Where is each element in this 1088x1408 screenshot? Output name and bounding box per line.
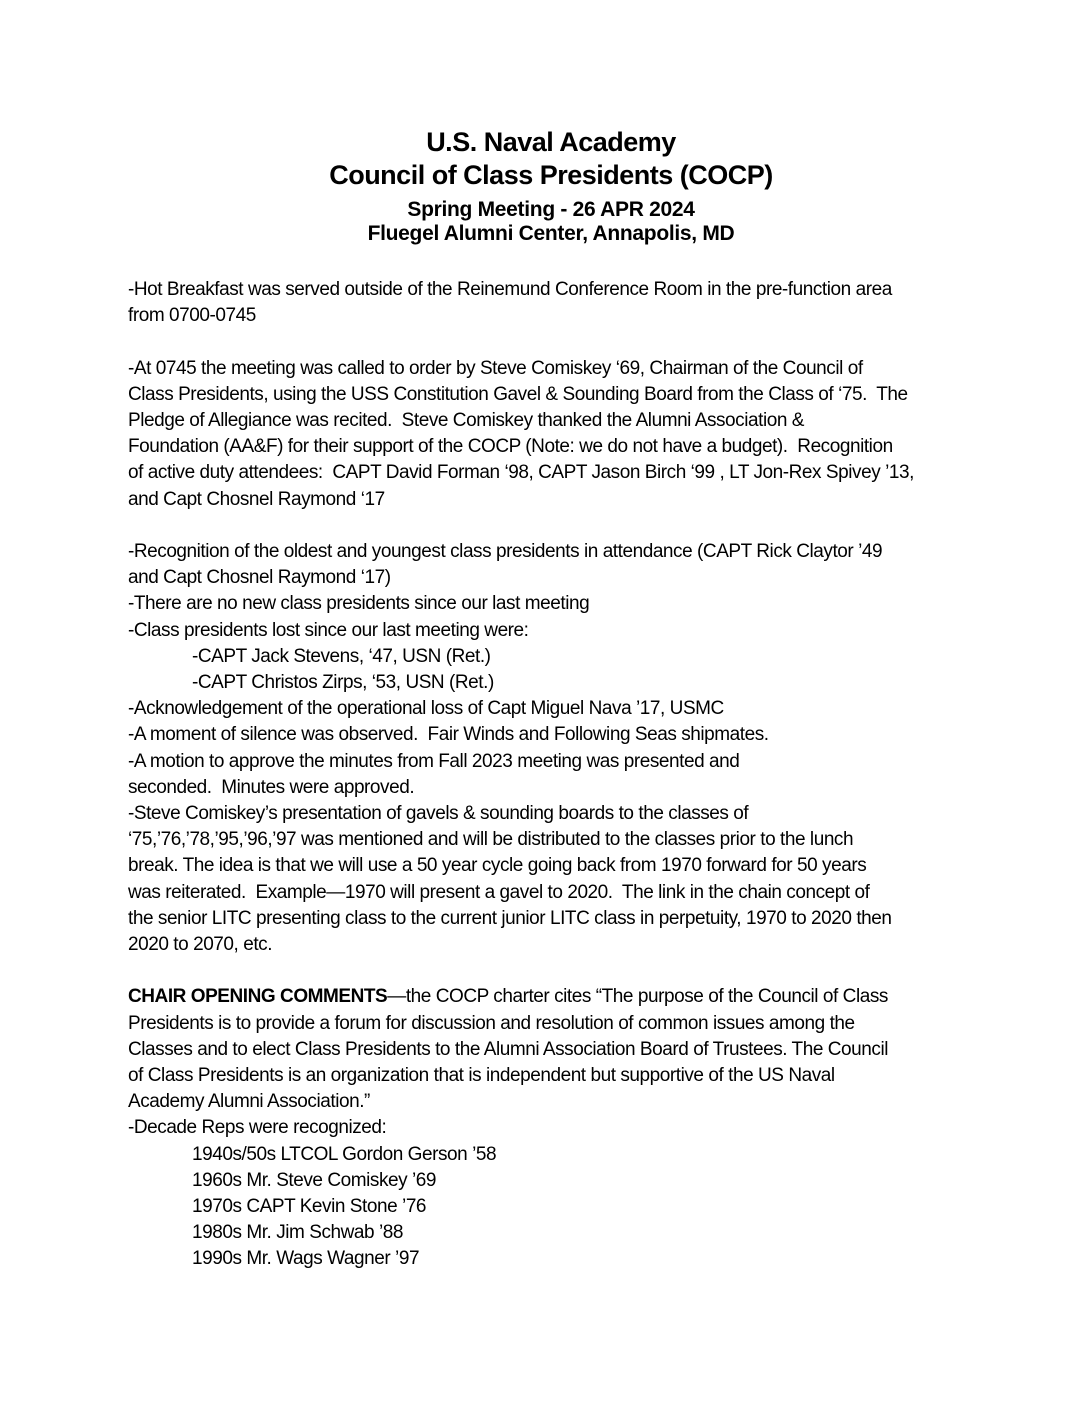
- text-line: [128, 1168, 988, 1194]
- text-line: [128, 827, 988, 853]
- line-text: the senior LITC presenting class to the current junior LITC class in perpetuity, 1970 to 2020 then: [128, 907, 892, 929]
- line-text: 1970s CAPT Kevin Stone ’76: [192, 1196, 427, 1218]
- line-text: -Decade Reps were recognized:: [128, 1117, 387, 1139]
- text-line: [128, 382, 988, 408]
- text-line: [128, 434, 988, 460]
- line-text: 2020 to 2070, etc.: [128, 934, 273, 956]
- text-line: [128, 487, 988, 513]
- text-line: [128, 539, 988, 565]
- line-text: of Class Presidents is an organization that is independent but supportive of the US Naval: [128, 1065, 835, 1087]
- line-text: -CAPT Jack Stevens, ‘47, USN (Ret.): [192, 645, 491, 667]
- text-line: [128, 618, 988, 644]
- line-text: from 0700-0745: [128, 305, 256, 327]
- line-text: Class Presidents, using the USS Constitution Gavel & Sounding Board from the Class of ‘75. The: [128, 383, 908, 405]
- line-text: -A motion to approve the minutes from Fall 2023 meeting was presented and: [128, 750, 740, 772]
- line-text: -Steve Comiskey’s presentation of gavels & sounding boards to the classes of: [128, 803, 749, 825]
- text-line: [128, 408, 988, 434]
- line-text: Foundation (AA&F) for their support of the COCP (Note: we do not have a budget). Recognition: [128, 436, 893, 458]
- doc-subtitle-meeting-date: Spring Meeting - 26 APR 2024: [407, 198, 695, 221]
- text-line: [128, 1246, 988, 1272]
- text-line: [128, 1011, 988, 1037]
- line-text: 1960s Mr. Steve Comiskey ’69: [192, 1169, 437, 1191]
- text-line: [128, 696, 988, 722]
- line-text: -Hot Breakfast was served outside of the Reinemund Conference Room in the pre-function area: [128, 279, 892, 300]
- text-line: [128, 906, 988, 932]
- text-line: [128, 1037, 988, 1063]
- text-line: [128, 329, 988, 355]
- line-text: 1940s/50s LTCOL Gordon Gerson ’58: [192, 1143, 497, 1165]
- text-line: [128, 670, 988, 696]
- line-text: 1980s Mr. Jim Schwab ’88: [192, 1222, 403, 1244]
- text-line: [128, 801, 988, 827]
- text-line: [128, 958, 988, 984]
- line-text: Classes and to elect Class Presidents to the Alumni Association Board of Trustees. The Council: [128, 1038, 888, 1060]
- document-header: [114, 126, 988, 246]
- doc-subtitle-location: Fluegel Alumni Center, Annapolis, MD: [367, 222, 735, 245]
- document-body: [128, 277, 988, 1273]
- line-text: and Capt Chosnel Raymond ‘17: [128, 488, 385, 510]
- text-line: [128, 644, 988, 670]
- text-line: [128, 853, 988, 879]
- doc-title-line-1: U.S. Naval Academy: [426, 127, 676, 157]
- line-text: seconded. Minutes were approved.: [128, 776, 415, 798]
- text-line: [128, 565, 988, 591]
- line-text: -There are no new class presidents since our last meeting: [128, 593, 590, 615]
- text-line: [128, 513, 988, 539]
- text-line: [128, 460, 988, 486]
- line-text: was reiterated. Example—1970 will present a gavel to 2020. The link in the chain concept of: [128, 881, 870, 903]
- text-line: [128, 984, 988, 1010]
- text-line: [128, 722, 988, 748]
- text-line: [128, 775, 988, 801]
- line-bold-text: CHAIR OPENING COMMENTS: [128, 986, 388, 1008]
- line-text: and Capt Chosnel Raymond ‘17): [128, 567, 391, 589]
- text-line: [128, 277, 988, 303]
- line-text: Presidents is to provide a forum for discussion and resolution of common issues among the: [128, 1012, 855, 1034]
- text-line: [128, 591, 988, 617]
- line-text: -Class presidents lost since our last meeting were:: [128, 619, 529, 641]
- line-text: break. The idea is that we will use a 50 year cycle going back from 1970 forward for 50 years: [128, 855, 867, 877]
- text-line: [128, 932, 988, 958]
- doc-title-line-2: Council of Class Presidents (COCP): [329, 160, 773, 190]
- text-line: [128, 356, 988, 382]
- line-text: of active duty attendees: CAPT David Forman ‘98, CAPT Jason Birch ‘99 , LT Jon-Rex Spivey ’13,: [128, 462, 914, 484]
- line-text: -CAPT Christos Zirps, ‘53, USN (Ret.): [192, 672, 494, 694]
- text-line: [128, 303, 988, 329]
- text-line: [128, 880, 988, 906]
- line-text: 1990s Mr. Wags Wagner ’97: [192, 1248, 420, 1270]
- text-line: [128, 1089, 988, 1115]
- text-line: [128, 749, 988, 775]
- text-line: [128, 1115, 988, 1141]
- line-text: -Recognition of the oldest and youngest class presidents in attendance (CAPT Rick Claytor ’49: [128, 541, 883, 562]
- line-text: -Acknowledgement of the operational loss of Capt Miguel Nava ’17, USMC: [128, 698, 724, 720]
- text-line: [128, 1142, 988, 1168]
- line-text: —the COCP charter cites “The purpose of the Council of Class: [387, 986, 888, 1008]
- line-text: -At 0745 the meeting was called to order by Steve Comiskey ‘69, Chairman of the Council of: [128, 357, 863, 379]
- text-line: [128, 1220, 988, 1246]
- line-text: Academy Alumni Association.”: [128, 1091, 370, 1113]
- line-text: ‘75,’76,’78,’95,’96,’97 was mentioned and will be distributed to the classes prior to the lunch: [128, 829, 854, 851]
- line-text: -A moment of silence was observed. Fair Winds and Following Seas shipmates.: [128, 724, 769, 746]
- text-line: [128, 1063, 988, 1089]
- line-text: Pledge of Allegiance was recited. Steve Comiskey thanked the Alumni Association &: [128, 410, 804, 431]
- text-line: [128, 1194, 988, 1220]
